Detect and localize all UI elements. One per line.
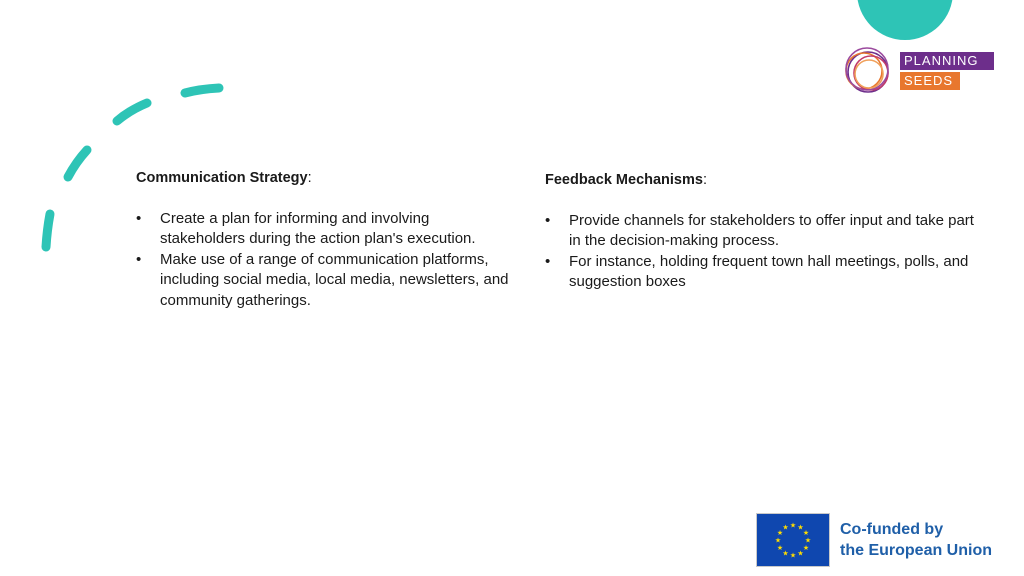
feedback-mechanisms-heading <box>545 170 975 191</box>
eu-funding-text <box>840 519 992 561</box>
eu-star-icon: ★ <box>797 524 804 532</box>
eu-star-icon: ★ <box>782 524 789 532</box>
planning-seeds-logo <box>840 46 1000 98</box>
eu-star-icon: ★ <box>802 545 810 552</box>
eu-star-icon: ★ <box>802 530 810 537</box>
decorative-circle <box>857 0 953 40</box>
eu-star-icon: ★ <box>774 537 782 545</box>
list-item: • Create a plan for informing and involving stakeholders during the action plan's execution. <box>136 209 516 250</box>
communication-strategy-heading <box>136 168 516 189</box>
funding-line-1: Co-funded by <box>840 521 944 538</box>
eu-star-icon: ★ <box>789 552 797 560</box>
logo-planning-label: PLANNING <box>900 52 994 70</box>
heading-colon: : <box>702 172 707 188</box>
eu-star-icon: ★ <box>776 545 784 552</box>
heading-text: Feedback Mechanisms <box>545 172 703 188</box>
rings-icon <box>840 46 898 98</box>
eu-star-icon: ★ <box>776 530 784 537</box>
eu-star-icon: ★ <box>797 550 804 558</box>
eu-star-icon: ★ <box>804 537 812 545</box>
logo-seeds-label: SEEDS <box>900 72 960 90</box>
list-item: • Make use of a range of communication platforms, including social media, local media, newsletters, and community gatherings. <box>136 250 516 312</box>
heading-text: Communication Strategy <box>136 170 308 186</box>
eu-flag-icon <box>756 513 830 567</box>
communication-strategy-list <box>136 209 516 312</box>
funding-line-2: the European Union <box>840 542 992 559</box>
list-item: • For instance, holding frequent town hall meetings, polls, and suggestion boxes <box>545 252 975 293</box>
list-item: • Provide channels for stakeholders to offer input and take part in the decision-making process. <box>545 211 975 252</box>
heading-colon: : <box>307 170 312 186</box>
eu-star-icon: ★ <box>789 522 797 530</box>
feedback-mechanisms-section <box>545 170 975 293</box>
feedback-mechanisms-list <box>545 211 975 293</box>
communication-strategy-section <box>136 168 516 311</box>
eu-star-icon: ★ <box>782 550 789 558</box>
eu-cofunded-badge <box>756 513 1006 567</box>
